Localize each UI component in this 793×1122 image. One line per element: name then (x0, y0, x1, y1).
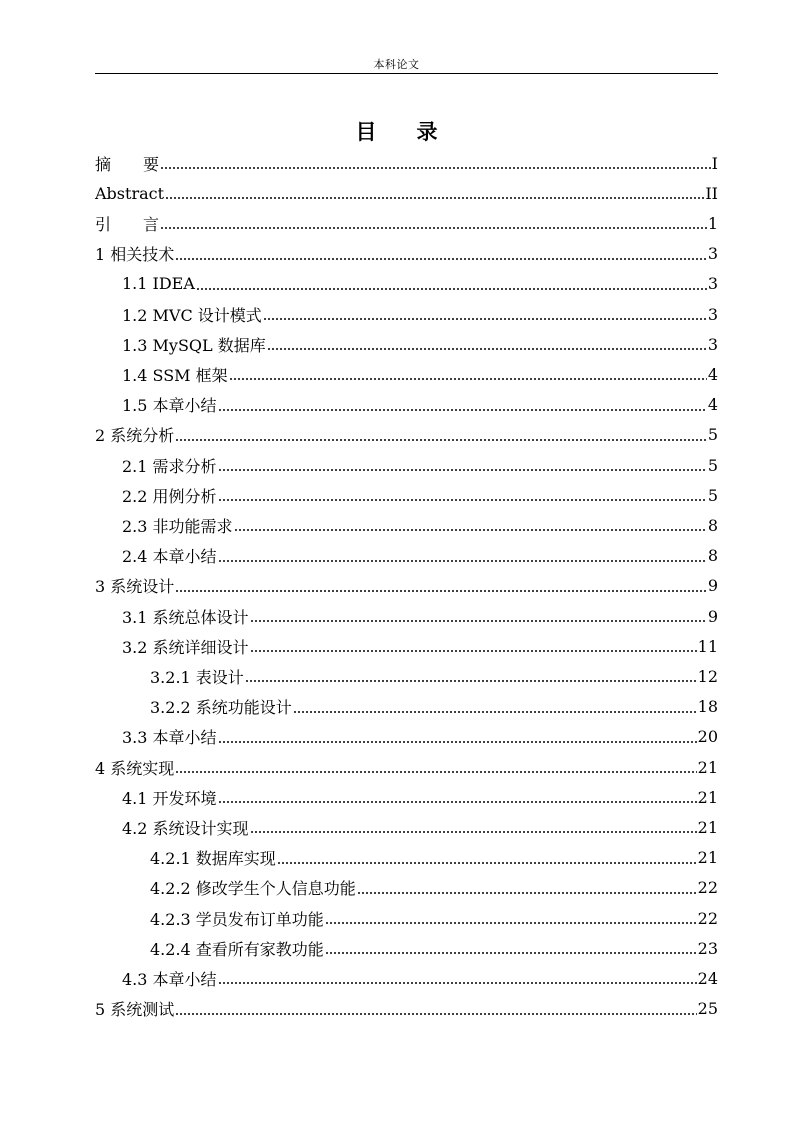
toc-entry[interactable] (95, 994, 718, 1024)
dot-leader (165, 197, 704, 199)
toc-entry-page-number: I (711, 153, 718, 173)
toc-entry[interactable] (95, 510, 718, 540)
toc-entry-label: 1 相关技术 (95, 245, 175, 265)
toc-entry-label: Abstract (95, 183, 165, 203)
toc-entry[interactable] (95, 390, 718, 420)
toc-entry-label: 1.2 MVC 设计模式 (122, 305, 262, 325)
toc-entry-label: 3.2.1 表设计 (150, 667, 244, 687)
toc-entry-label: 4 系统实现 (95, 758, 175, 778)
toc-entry[interactable] (95, 843, 718, 873)
toc-entry-page-number: 1 (707, 213, 718, 233)
toc-entry-page-number: 5 (707, 425, 718, 445)
toc-title-char-1: 目 (355, 120, 377, 144)
toc-entry-page-number: 22 (697, 878, 718, 898)
toc-entry-page-number: 21 (697, 757, 718, 777)
toc-entry[interactable] (95, 571, 718, 601)
dot-leader (250, 650, 697, 652)
dot-leader (160, 227, 707, 229)
toc-entry-label: 4.2.4 查看所有家教功能 (150, 939, 324, 959)
toc-title (0, 116, 793, 146)
header-rule (95, 73, 718, 74)
dot-leader (277, 862, 697, 864)
dot-leader (229, 378, 707, 380)
dot-leader (357, 892, 697, 894)
toc-entry-page-number: 12 (697, 666, 718, 686)
toc-entry[interactable] (95, 963, 718, 993)
toc-entry-page-number: 8 (707, 515, 718, 535)
dot-leader (175, 1013, 696, 1015)
dot-leader (263, 318, 707, 320)
toc-entry[interactable] (95, 420, 718, 450)
toc-entry-page-number: 5 (707, 455, 718, 475)
toc-entry[interactable] (95, 148, 718, 178)
toc-entry-page-number: 9 (707, 606, 718, 626)
toc-entry-label: 3.3 本章小结 (122, 728, 217, 748)
toc-entry[interactable] (95, 752, 718, 782)
toc-entry-page-number: 8 (707, 546, 718, 566)
toc-entry-page-number: 4 (707, 395, 718, 415)
toc-entry-label: 5 系统测试 (95, 1000, 175, 1020)
dot-leader (293, 711, 697, 713)
toc-entry-label: 4.2.3 学员发布订单功能 (150, 909, 324, 929)
toc-entry[interactable] (95, 873, 718, 903)
dot-leader (175, 590, 707, 592)
toc-entry-label: 2.3 非功能需求 (122, 516, 233, 536)
dot-leader (325, 922, 697, 924)
toc-entry[interactable] (95, 541, 718, 571)
toc-entry[interactable] (95, 450, 718, 480)
toc-entry-page-number: 5 (707, 485, 718, 505)
dot-leader (245, 680, 697, 682)
toc-entry[interactable] (95, 359, 718, 389)
dot-leader (234, 529, 707, 531)
toc-entry-label: 4.3 本章小结 (122, 969, 217, 989)
toc-entry-label: 3 系统设计 (95, 577, 175, 597)
toc-entry-label: 2.4 本章小结 (122, 547, 217, 567)
toc-entry-label: 1.3 MySQL 数据库 (122, 335, 266, 355)
toc-entry-label: 2.1 需求分析 (122, 456, 217, 476)
toc-entry[interactable] (95, 329, 718, 359)
toc-entry-label: 4.1 开发环境 (122, 788, 217, 808)
toc-entry-page-number: 21 (697, 817, 718, 837)
dot-leader (196, 288, 707, 290)
toc-entry-label: 引 言 (95, 214, 160, 234)
toc-entry[interactable] (95, 661, 718, 691)
toc-entry-label: 4.2.1 数据库实现 (150, 849, 276, 869)
toc-entry-page-number: 3 (707, 304, 718, 324)
dot-leader (250, 620, 707, 622)
dot-leader (175, 771, 696, 773)
toc-entry[interactable] (95, 208, 718, 238)
toc-entry-page-number: 25 (697, 999, 718, 1019)
toc-entry[interactable] (95, 239, 718, 269)
toc-entry-page-number: 4 (707, 364, 718, 384)
toc-entry[interactable] (95, 299, 718, 329)
dot-leader (250, 831, 697, 833)
toc-entry-label: 摘 要 (95, 154, 160, 174)
dot-leader (175, 258, 707, 260)
toc-entry-page-number: 21 (697, 787, 718, 807)
toc-entry[interactable] (95, 631, 718, 661)
toc-entry[interactable] (95, 903, 718, 933)
dot-leader (218, 499, 707, 501)
toc-entry-page-number: II (705, 183, 718, 203)
toc-entry[interactable] (95, 178, 718, 208)
toc-entry[interactable] (95, 692, 718, 722)
dot-leader (267, 348, 707, 350)
dot-leader (218, 982, 697, 984)
dot-leader (218, 560, 707, 562)
toc-entry-label: 2 系统分析 (95, 426, 175, 446)
toc-entry-page-number: 9 (707, 576, 718, 596)
toc-entry-label: 3.2.2 系统功能设计 (150, 698, 292, 718)
toc-entry-label: 2.2 用例分析 (122, 486, 217, 506)
dot-leader (218, 409, 707, 411)
toc-entry[interactable] (95, 269, 718, 299)
toc-entry-page-number: 18 (697, 697, 718, 717)
toc-entry-label: 1.4 SSM 框架 (122, 365, 228, 385)
toc-entry-page-number: 24 (697, 968, 718, 988)
toc-entry-page-number: 23 (697, 938, 718, 958)
toc-entry-label: 3.2 系统详细设计 (122, 637, 249, 657)
toc-entry-label: 1.5 本章小结 (122, 396, 217, 416)
dot-leader (218, 469, 707, 471)
toc-entry-page-number: 11 (697, 636, 718, 656)
toc-entry-page-number: 3 (707, 244, 718, 264)
toc-title-char-2: 录 (416, 120, 438, 144)
toc-entry-label: 1.1 IDEA (122, 274, 195, 294)
toc-entry[interactable] (95, 722, 718, 752)
dot-leader (325, 952, 697, 954)
dot-leader (218, 801, 697, 803)
dot-leader (160, 167, 711, 169)
toc-entry-label: 4.2 系统设计实现 (122, 818, 249, 838)
page-header: 本科论文 (373, 58, 420, 71)
toc-entry-page-number: 22 (697, 908, 718, 928)
toc-entry-page-number: 3 (707, 274, 718, 294)
dot-leader (218, 741, 697, 743)
toc-entry-page-number: 20 (697, 727, 718, 747)
toc-entry[interactable] (95, 782, 718, 812)
toc-entry-page-number: 3 (707, 334, 718, 354)
toc-entry[interactable] (95, 933, 718, 963)
toc-entry[interactable] (95, 812, 718, 842)
toc-entry-label: 3.1 系统总体设计 (122, 607, 249, 627)
toc-entry[interactable] (95, 601, 718, 631)
toc-entry-page-number: 21 (697, 848, 718, 868)
toc-entry[interactable] (95, 480, 718, 510)
toc-entry-label: 4.2.2 修改学生个人信息功能 (150, 879, 356, 899)
dot-leader (175, 439, 707, 441)
